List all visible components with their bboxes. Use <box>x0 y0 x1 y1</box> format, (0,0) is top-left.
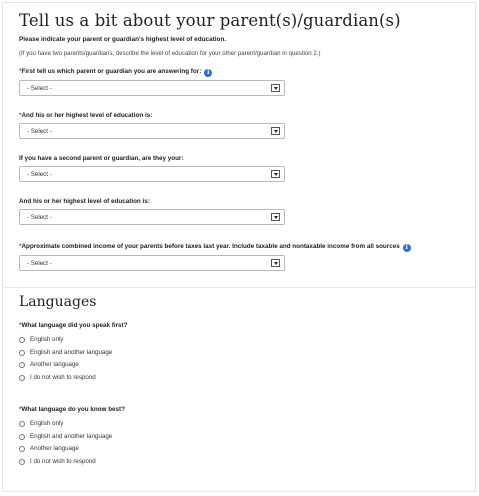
section-title: Languages <box>19 294 97 310</box>
required-mark: * <box>19 406 22 413</box>
question-which-parent-label: *First tell us which parent or guardian you are answering for: i <box>19 68 212 77</box>
radio-button-icon[interactable] <box>19 434 25 440</box>
chevron-down-icon <box>271 170 280 178</box>
chevron-down-icon <box>271 127 280 135</box>
radio-option[interactable]: I do not wish to respond <box>19 374 96 381</box>
section-title: Tell us a bit about your parent(s)/guardian(s) <box>19 11 401 30</box>
note-text: (If you have two parents/guardians, describe the level of education for your other parent/guardian in question 2.) <box>19 50 321 57</box>
required-mark: * <box>19 243 22 250</box>
chevron-down-icon <box>271 84 280 92</box>
required-mark: * <box>19 112 22 119</box>
chevron-down-icon <box>271 259 280 267</box>
radio-option[interactable]: Another language <box>19 445 79 452</box>
form-page <box>2 2 476 492</box>
which-parent-select[interactable]: - Select - <box>19 80 285 96</box>
radio-button-icon[interactable] <box>19 421 25 427</box>
question-education-label: *And his or her highest level of education is: <box>19 112 153 119</box>
radio-button-icon[interactable] <box>19 446 25 452</box>
radio-option[interactable]: English and another language <box>19 349 112 356</box>
info-icon[interactable]: i <box>204 69 212 77</box>
radio-option[interactable]: I do not wish to respond <box>19 458 96 465</box>
education-select[interactable]: - Select - <box>19 123 285 139</box>
radio-button-icon[interactable] <box>19 375 25 381</box>
instruction-text: Please indicate your parent or guardian's highest level of education. <box>19 36 227 43</box>
radio-option[interactable]: English only <box>19 420 63 427</box>
chevron-down-icon <box>271 213 280 221</box>
question-first-language-label: *What language did you speak first? <box>19 322 128 329</box>
info-icon[interactable]: i <box>403 244 411 252</box>
second-parent-select[interactable]: - Select - <box>19 166 285 182</box>
radio-button-icon[interactable] <box>19 337 25 343</box>
radio-button-icon[interactable] <box>19 362 25 368</box>
question-second-education-label: And his or her highest level of education is: <box>19 198 150 205</box>
parent-guardian-section <box>19 11 469 267</box>
languages-section <box>19 294 469 465</box>
radio-option[interactable]: Another language <box>19 361 79 368</box>
question-second-parent-label: If you have a second parent or guardian, are they your: <box>19 155 184 162</box>
radio-option[interactable]: English and another language <box>19 433 112 440</box>
required-mark: * <box>19 322 22 329</box>
question-best-language-label: *What language do you know best? <box>19 406 126 413</box>
radio-button-icon[interactable] <box>19 350 25 356</box>
required-mark: * <box>19 68 22 75</box>
income-select[interactable]: - Select - <box>19 255 285 271</box>
question-income-label: *Approximate combined income of your parents before taxes last year. Include taxable and nontaxable income from all sources i <box>19 243 411 252</box>
section-divider <box>3 287 475 288</box>
radio-button-icon[interactable] <box>19 459 25 465</box>
radio-option[interactable]: English only <box>19 336 63 343</box>
second-education-select[interactable]: - Select - <box>19 209 285 225</box>
